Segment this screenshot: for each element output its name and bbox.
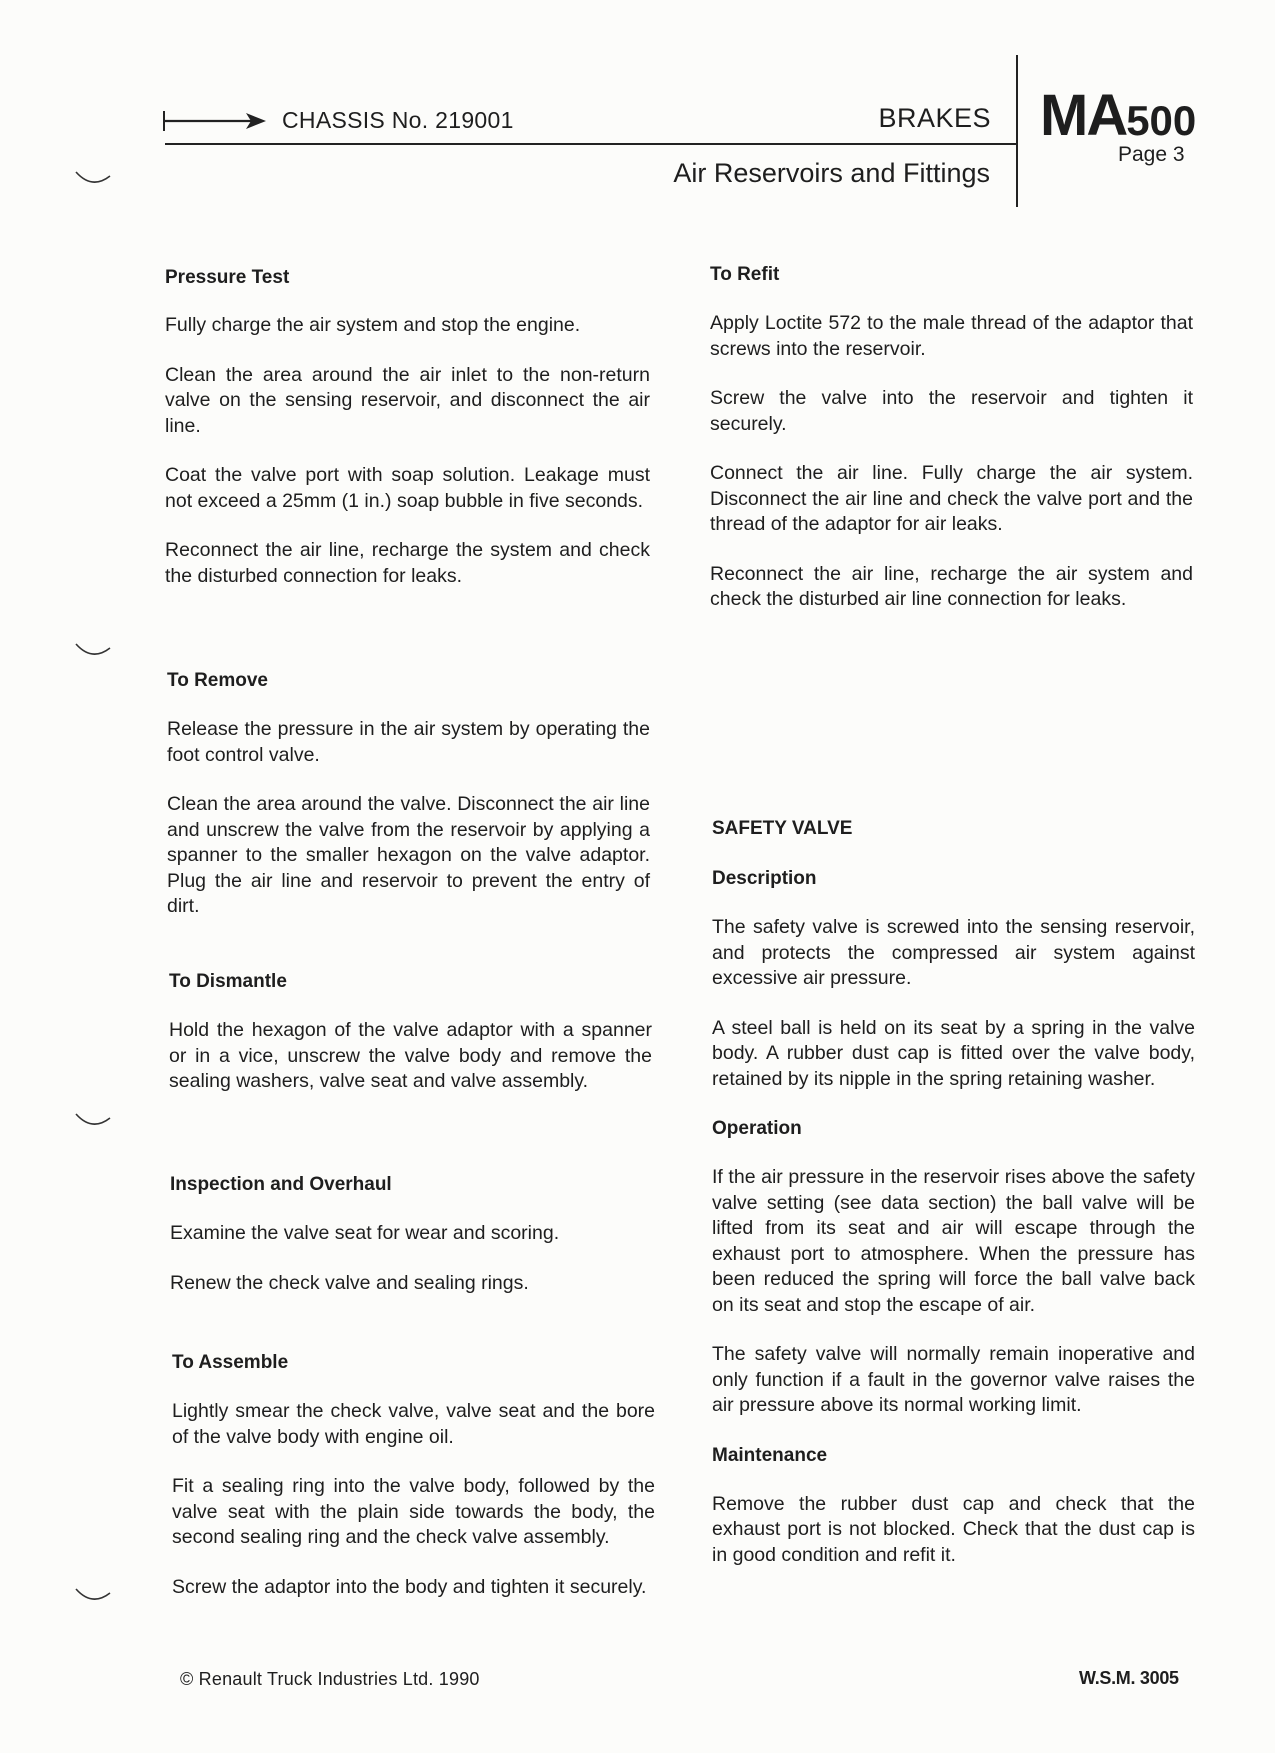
header-divider: [165, 143, 1017, 145]
copyright-notice: © Renault Truck Industries Ltd. 1990: [180, 1669, 480, 1689]
model-number: 500: [1126, 97, 1197, 144]
to-refit-section: [710, 262, 1193, 613]
binder-hole-mark-icon: [74, 1585, 114, 1607]
paragraph: Hold the hexagon of the valve adaptor with a spanner or in a vice, unscrew the valve body and remove the sealing washers, valve seat and valve assembly.: [169, 1019, 652, 1092]
header-vertical-divider: [1016, 55, 1018, 207]
paragraph: Screw the valve into the reservoir and tighten it securely.: [710, 387, 1193, 435]
chassis-arrow-icon: [162, 107, 268, 135]
to-dismantle-heading: To Dismantle: [169, 971, 287, 992]
chassis-number: CHASSIS No. 219001: [282, 107, 514, 133]
to-remove-heading: To Remove: [167, 670, 269, 691]
binder-hole-mark-icon: [74, 640, 114, 662]
paragraph: Reconnect the air line, recharge the system and check the disturbed connection for leaks.: [165, 539, 650, 587]
paragraph: Fully charge the air system and stop the engine.: [165, 314, 581, 336]
paragraph: Renew the check valve and sealing rings.: [170, 1271, 529, 1294]
page-number: Page 3: [1118, 143, 1185, 166]
to-remove-section: [167, 668, 650, 920]
model-prefix: MA: [1040, 83, 1127, 148]
paragraph: Coat the valve port with soap solution. Leakage must not exceed a 25mm (1 in.) soap bubble in five seconds.: [165, 464, 650, 512]
maintenance-heading: Maintenance: [712, 1444, 828, 1466]
to-dismantle-section: [169, 969, 652, 1095]
binder-hole-mark-icon: [74, 168, 114, 190]
to-refit-heading: To Refit: [710, 264, 780, 285]
to-assemble-section: [172, 1350, 655, 1600]
paragraph: The safety valve is screwed into the sensing reservoir, and protects the compressed air system against excessive air pressure.: [712, 916, 1195, 989]
model-code: [1040, 82, 1196, 149]
inspection-heading: Inspection and Overhaul: [170, 1174, 392, 1195]
inspection-section: [170, 1172, 653, 1296]
paragraph: Clean the area around the air inlet to the non-return valve on the sensing reservoir, and disconnect the air line.: [165, 363, 650, 437]
pressure-test-section: [165, 265, 650, 589]
description-heading: Description: [712, 868, 817, 889]
paragraph: Clean the area around the valve. Disconnect the air line and unscrew the valve from the reservoir by applying a spanner to the smaller hexagon on the valve adaptor. Plug the air line and reservoir to prevent the entry of dirt.: [167, 793, 650, 917]
binder-hole-mark-icon: [74, 1110, 114, 1132]
paragraph: Screw the adaptor into the body and tighten it securely.: [172, 1575, 647, 1598]
paragraph: Lightly smear the check valve, valve seat and the bore of the valve body with engine oil.: [172, 1400, 655, 1448]
paragraph: Examine the valve seat for wear and scoring.: [170, 1222, 560, 1244]
safety-valve-section: [712, 816, 1195, 1568]
operation-heading: Operation: [712, 1118, 802, 1139]
paragraph: A steel ball is held on its seat by a spring in the valve body. A rubber dust cap is fitted over the valve body, retained by its nipple in the spring retaining washer.: [712, 1016, 1195, 1090]
document-reference: W.S.M. 3005: [1079, 1668, 1179, 1688]
paragraph: If the air pressure in the reservoir rises above the safety valve setting (see data section) the ball valve will be lifted from its seat and air will escape through the exhaust port to atmosphere. When the pressure has been reduced the spring will force the ball valve back on its seat and stop the escape of air.: [712, 1166, 1195, 1316]
paragraph: Apply Loctite 572 to the male thread of the adaptor that screws into the reservoir.: [710, 312, 1193, 360]
paragraph: Remove the rubber dust cap and check that the exhaust port is not blocked. Check that the dust cap is in good condition and refit it.: [712, 1492, 1195, 1566]
paragraph: Fit a sealing ring into the valve body, followed by the valve seat with the plain side towards the body, the second sealing ring and the check valve assembly.: [172, 1475, 655, 1548]
section-title: BRAKES: [878, 103, 991, 133]
paragraph: Reconnect the air line, recharge the air system and check the disturbed air line connection for leaks.: [710, 562, 1193, 610]
to-assemble-heading: To Assemble: [172, 1352, 289, 1373]
safety-valve-heading: SAFETY VALVE: [712, 818, 853, 839]
paragraph: The safety valve will normally remain inoperative and only function if a fault in the governor valve raises the air pressure above its normal working limit.: [712, 1343, 1195, 1416]
page-subtitle: Air Reservoirs and Fittings: [673, 158, 990, 188]
pressure-test-heading: Pressure Test: [165, 267, 290, 288]
paragraph: Release the pressure in the air system by operating the foot control valve.: [167, 718, 650, 766]
paragraph: Connect the air line. Fully charge the air system. Disconnect the air line and check the valve port and the thread of the adaptor for air leaks.: [710, 462, 1193, 535]
